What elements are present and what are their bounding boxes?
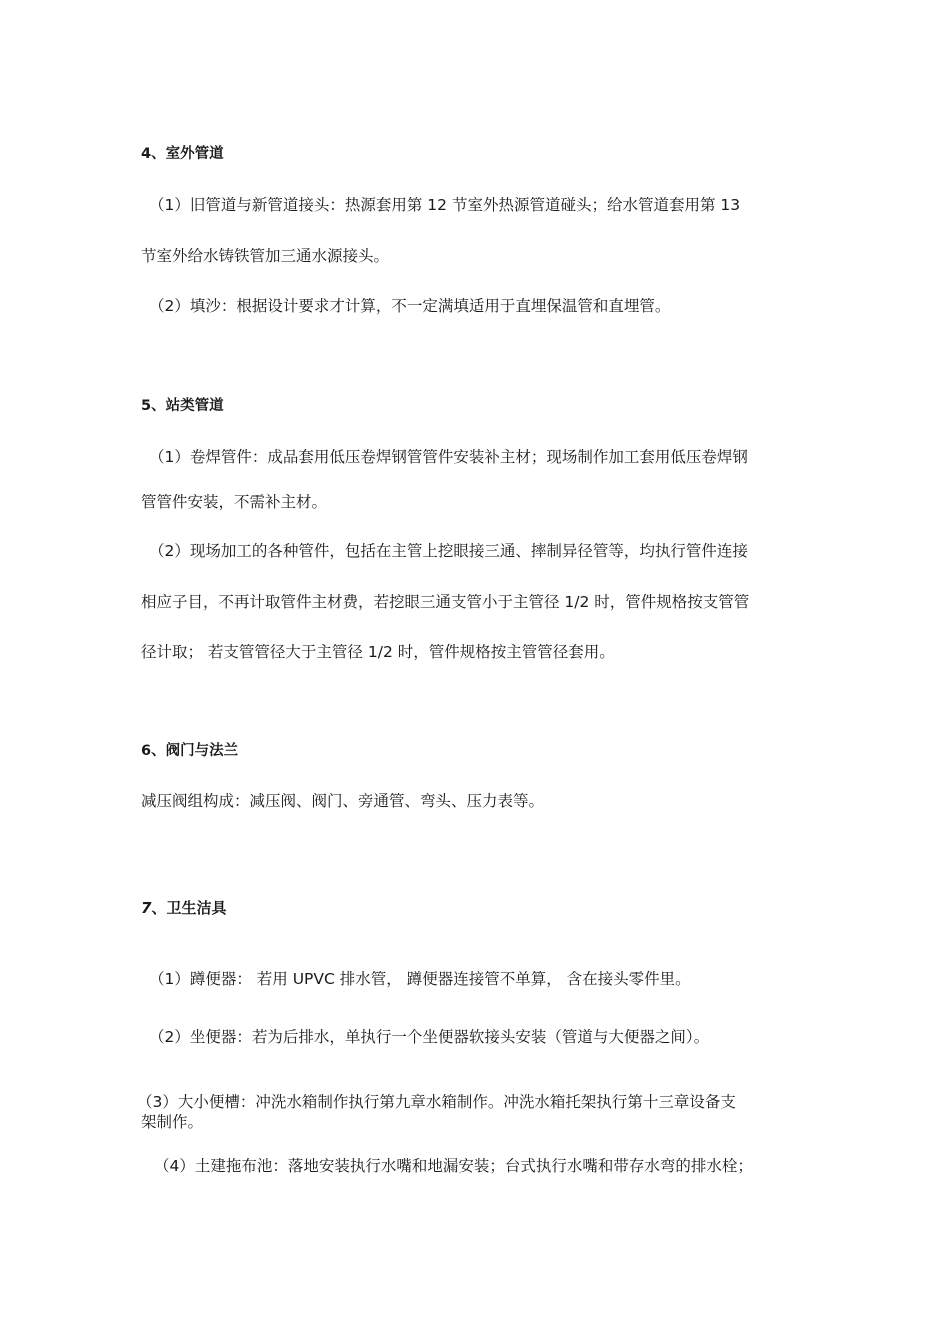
section-heading-6: 6、阀门与法兰 (141, 743, 239, 759)
paragraph-line: 架制作。 (141, 1113, 204, 1131)
section-heading-7 (141, 901, 226, 916)
paragraph-line: 径计取； 若支管管径大于主管径 1/2 时，管件规格按主管管径套用。 (141, 643, 615, 661)
paragraph-line: 节室外给水铸铁管加三通水源接头。 (141, 247, 390, 265)
paragraph-line: 管管件安装，不需补主材。 (141, 493, 328, 511)
paragraph-line: 减压阀组构成：减压阀、阀门、旁通管、弯头、压力表等。 (141, 792, 545, 810)
paragraph-line: （2）填沙：根据设计要求才计算，不一定满填适用于直埋保温管和直埋管。 (149, 297, 671, 315)
section-heading-4: 4、室外管道 (141, 146, 224, 162)
paragraph-line: （1）蹲便器： 若用 UPVC 排水管， 蹲便器连接管不单算， 含在接头零件里。 (149, 970, 691, 988)
paragraph-line: （2）现场加工的各种管件，包括在主管上挖眼接三通、摔制异径管等，均执行管件连接 (149, 542, 748, 560)
paragraph-line: （3）大小便槽：冲洗水箱制作执行第九章水箱制作。冲洗水箱托架执行第十三章设备支 (137, 1093, 736, 1111)
paragraph-line: （2）坐便器：若为后排水，单执行一个坐便器软接头安装（管道与大便器之间）。 (149, 1028, 710, 1046)
heading-text: 、卫生洁具 (151, 899, 227, 917)
paragraph-line: （4）土建拖布池：落地安装执行水嘴和地漏安装；台式执行水嘴和带存水弯的排水栓； (154, 1157, 753, 1175)
paragraph-line: 相应子目，不再计取管件主材费，若挖眼三通支管小于主管径 1/2 时，管件规格按支管管 (141, 593, 750, 611)
paragraph-line: （1）旧管道与新管道接头：热源套用第 12 节室外热源管道碰头；给水管道套用第 13 (149, 196, 741, 214)
heading-number: 7 (141, 899, 152, 917)
section-heading-5: 5、站类管道 (141, 398, 224, 414)
paragraph-line: （1）卷焊管件：成品套用低压卷焊钢管管件安装补主材；现场制作加工套用低压卷焊钢 (149, 448, 748, 466)
